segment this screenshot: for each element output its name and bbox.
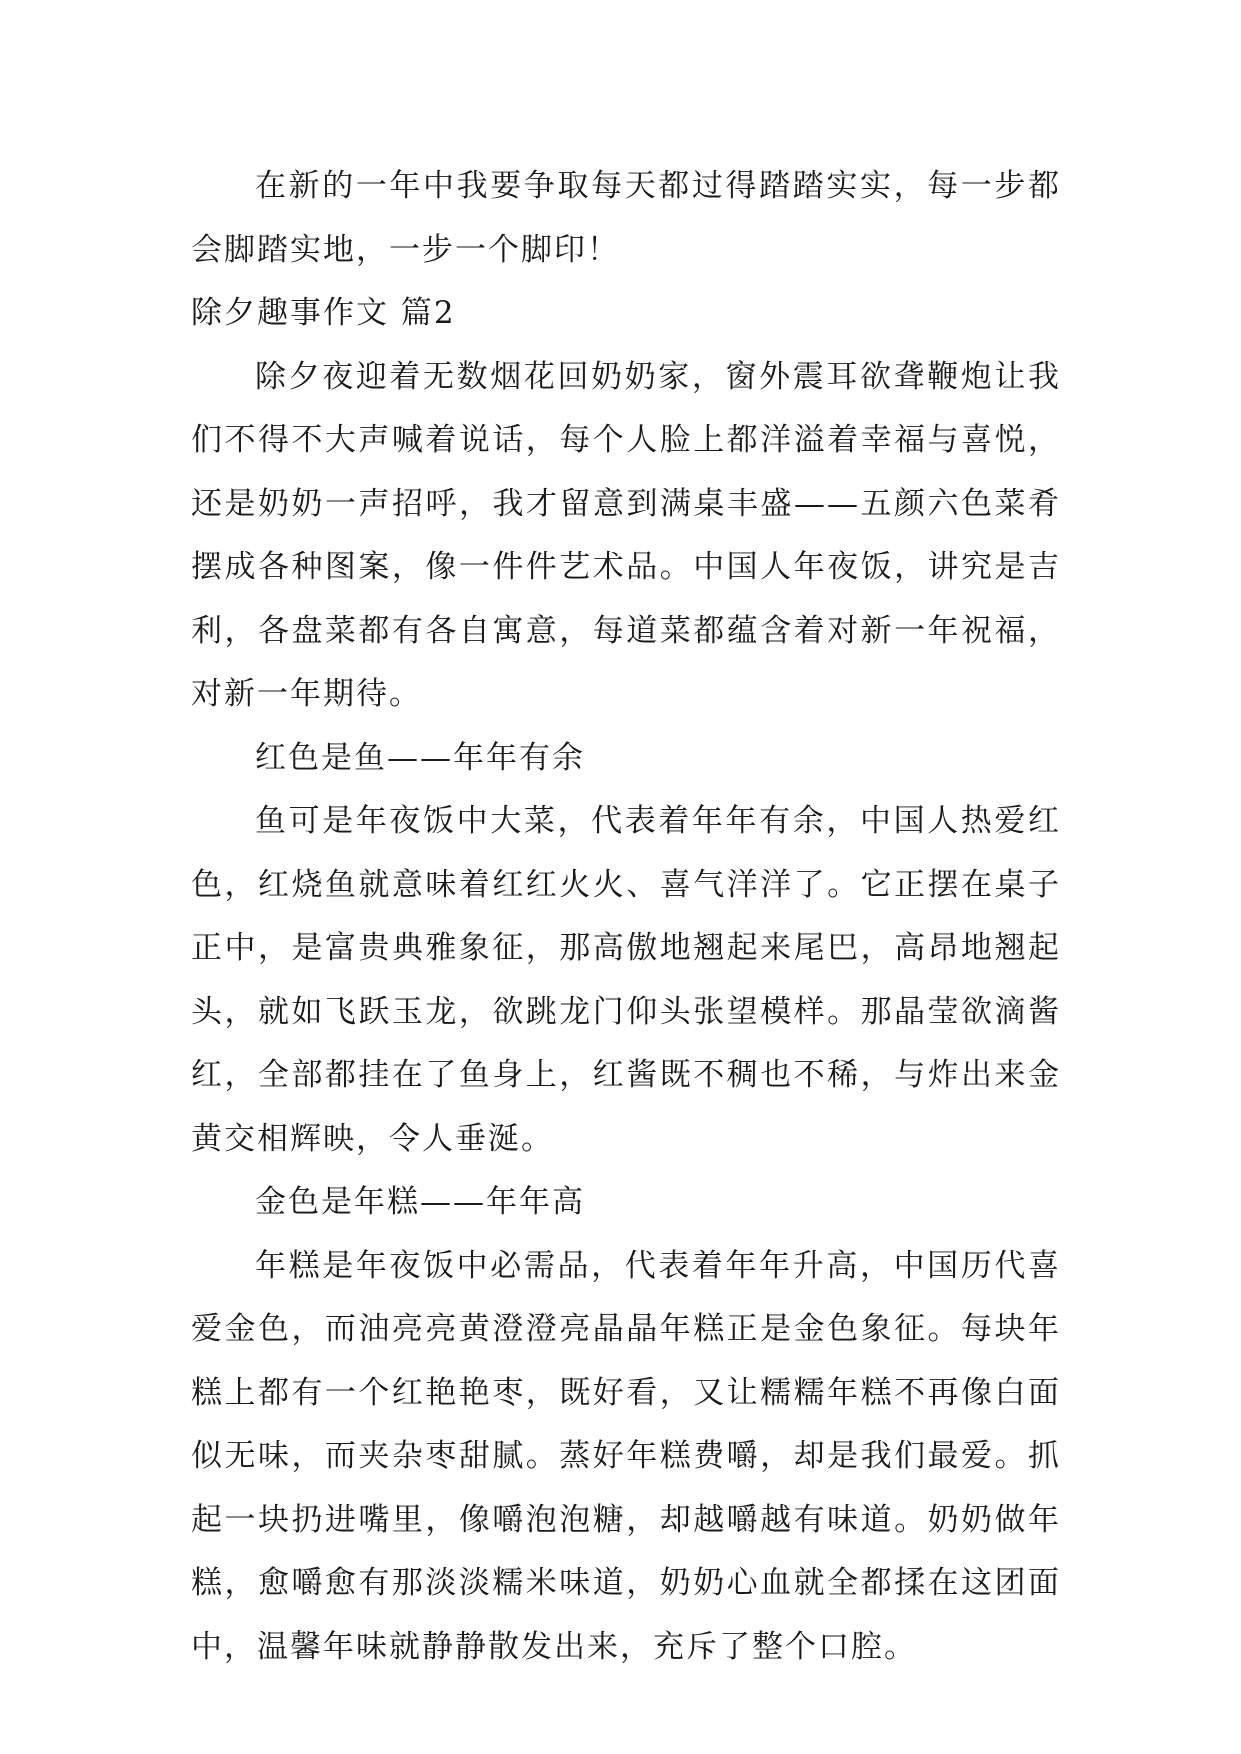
subheading-red-fish: 红色是鱼——年年有余: [255, 739, 585, 776]
paragraph-fish: 鱼可是年夜饭中大菜，代表着年年有余，中国人热爱红色，红烧鱼就意味着红红火火、喜气洋洋了。它正摆在桌子正中，是富贵典雅象征，那高傲地翘起来尾巴，高昂地翘起头，就如飞跃玉龙，欲跳龙门仰头张望模样。那晶莹欲滴酱红，全部都挂在了鱼身上，红酱既不稠也不稀，与炸出来金黄交相辉映，令人垂涎。: [191, 803, 1061, 1157]
subheading-golden-rice-cake: 金色是年糕——年年高: [255, 1184, 585, 1220]
section-heading: 除夕趣事作文 篇2: [191, 295, 456, 331]
paragraph-rice-cake: 年糕是年夜饭中必需品，代表着年年升高，中国历代喜爱金色，而油亮亮黄澄澄亮晶晶年糕正是金色象征。每块年糕上都有一个红艳艳枣，既好看，又让糯糯年糕不再像白面似无味，而夹杂枣甜腻。蒸好年糕费嚼，却是我们最爱。抓起一块扔进嘴里，像嚼泡泡糖，却越嚼越有味道。奶奶做年糕，愈嚼愈有那淡淡糯米味道，奶奶心血就全都揉在这团面中，温馨年味就静静散发出来，充斥了整个口腔。: [191, 1247, 1061, 1665]
document-body: [191, 155, 1061, 1679]
paragraph-new-years-eve-dinner: 除夕夜迎着无数烟花回奶奶家，窗外震耳欲聋鞭炮让我们不得不大声喊着说话，每个人脸上都洋溢着幸福与喜悦，还是奶奶一声招呼，我才留意到满桌丰盛——五颜六色菜肴摆成各种图案，像一件件艺术品。中国人年夜饭，讲究是吉利，各盘菜都有各自寓意，每道菜都蕴含着对新一年祝福，对新一年期待。: [191, 358, 1061, 712]
paragraph-new-year-resolution: 在新的一年中我要争取每天都过得踏踏实实，每一步都会脚踏实地，一步一个脚印！: [191, 168, 1061, 268]
